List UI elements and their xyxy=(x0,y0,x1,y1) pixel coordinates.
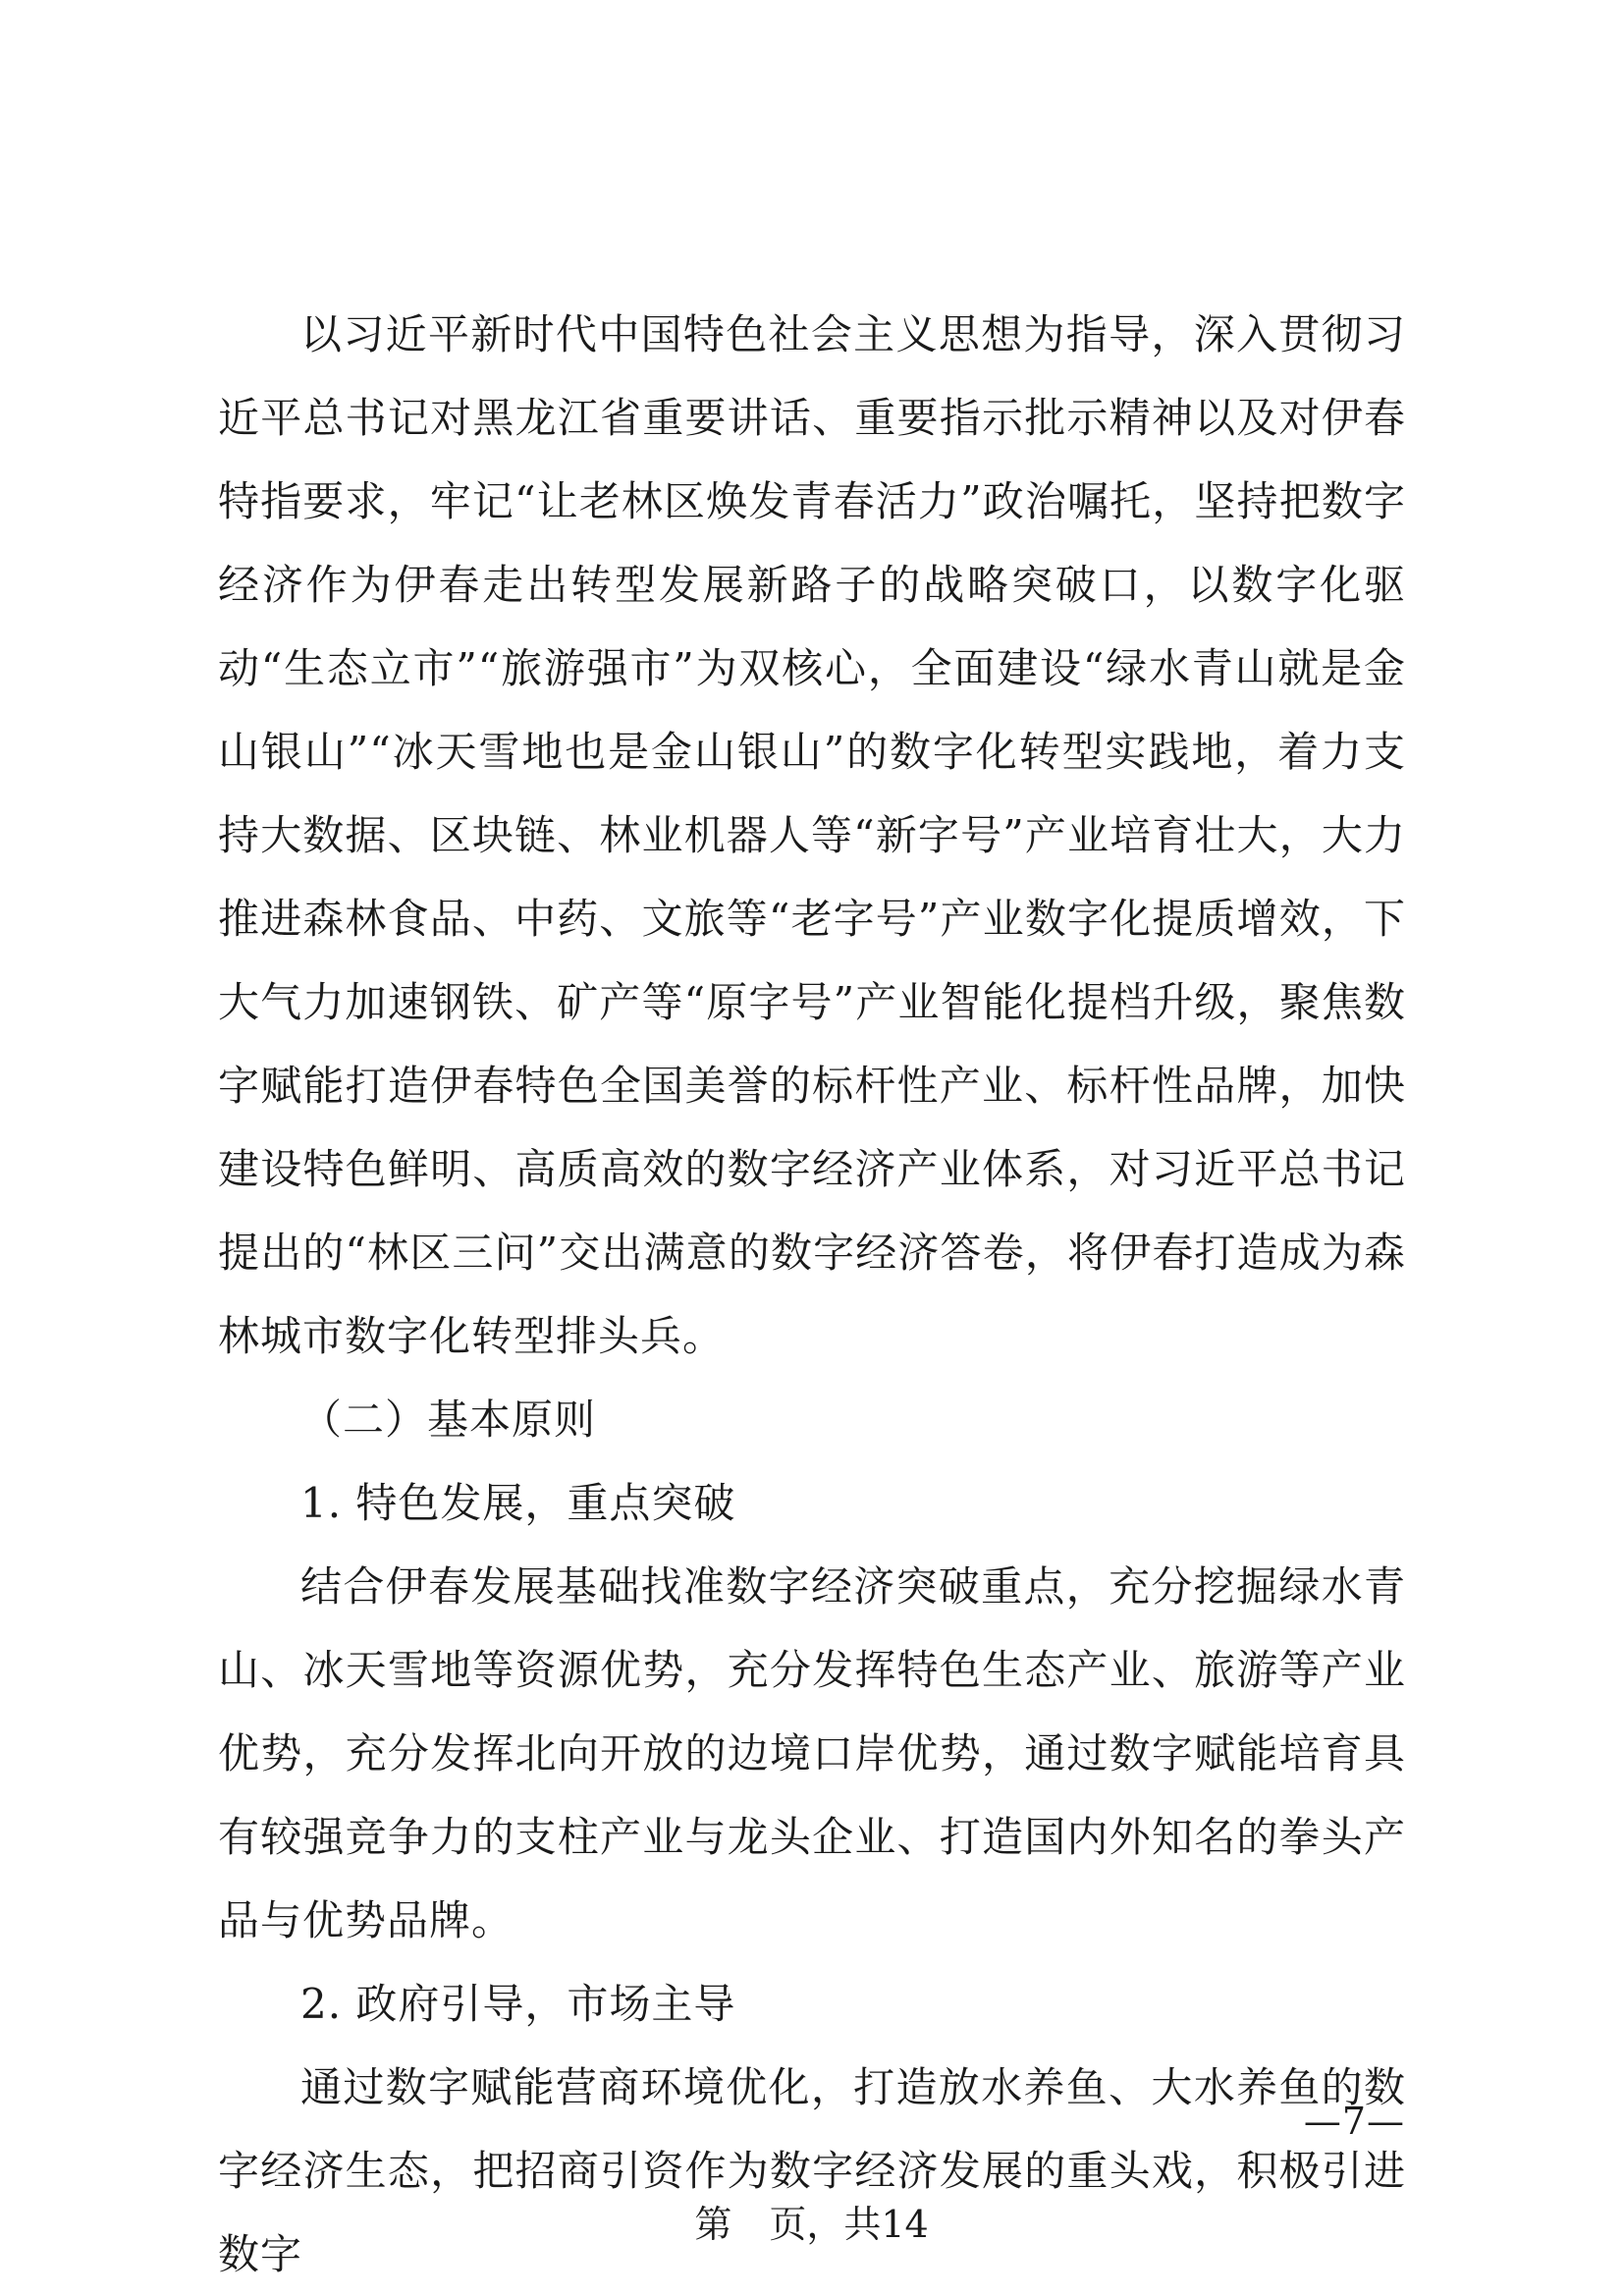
document-body xyxy=(218,293,1406,2296)
page-footer: 第 页，共14 xyxy=(694,2203,929,2246)
page-number: —7— xyxy=(1303,2100,1405,2143)
principle-heading-1: 1. 特色发展，重点突破 xyxy=(300,1479,736,1527)
paragraph-principle-1: 结合伊春发展基础找准数字经济突破重点，充分挖掘绿水青山、冰天雪地等资源优势，充分发挥特色生态产业、旅游等产业优势，充分发挥北向开放的边境口岸优势，通过数字赋能培育具有较强竞争力的支柱产业与龙头企业、打造国内外知名的拳头产品与优势品牌。 xyxy=(218,1562,1406,1944)
paragraph-guiding-ideology: 以习近平新时代中国特色社会主义思想为指导，深入贯彻习近平总书记对黑龙江省重要讲话、重要指示批示精神以及对伊春特指要求，牢记“让老林区焕发青春活力”政治嘱托，坚持把数字经济作为伊春走出转型发展新路子的战略突破口，以数字化驱动“生态立市”“旅游强市”为双核心，全面建设“绿水青山就是金山银山”“冰天雪地也是金山银山”的数字化转型实践地，着力支持大数据、区块链、林业机器人等“新字号”产业培育壮大，大力推进森林食品、中药、文旅等“老字号”产业数字化提质增效，下大气力加速钢铁、矿产等“原字号”产业智能化提档升级，聚焦数字赋能打造伊春特色全国美誉的标杆性产业、标杆性品牌，加快建设特色鲜明、高质高效的数字经济产业体系，对习近平总书记提出的“林区三问”交出满意的数字经济答卷，将伊春打造成为森林城市数字化转型排头兵。 xyxy=(218,310,1406,1360)
principle-heading-2: 2. 政府引导，市场主导 xyxy=(300,1980,736,2028)
paragraph-principle-2: 通过数字赋能营商环境优化，打造放水养鱼、大水养鱼的数字经济生态，把招商引资作为数字经济发展的重头戏，积极引进数字 xyxy=(218,2063,1406,2278)
section-heading-basic-principles: （二）基本原则 xyxy=(300,1395,597,1444)
